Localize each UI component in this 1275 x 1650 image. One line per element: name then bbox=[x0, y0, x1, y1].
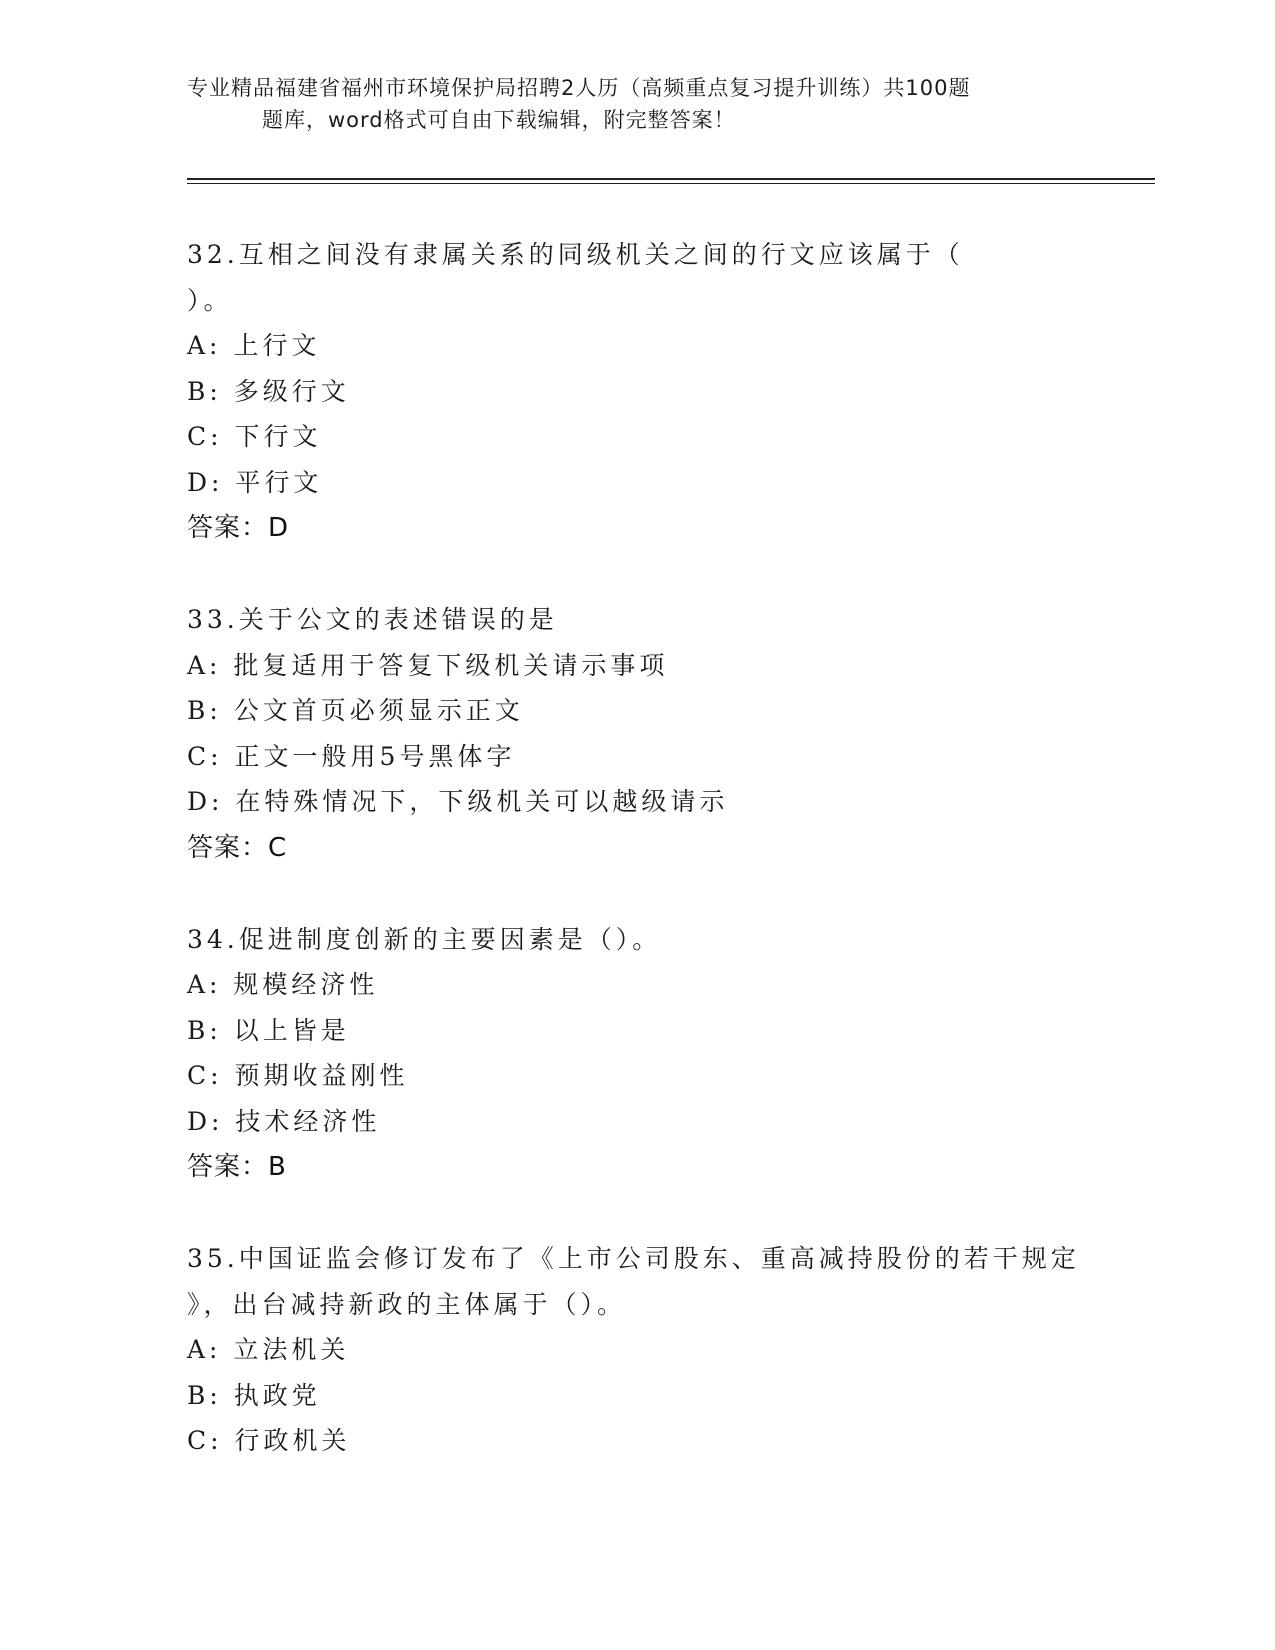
answer-value: B bbox=[268, 1152, 287, 1182]
question-text-line: 33.关于公文的表述错误的是 bbox=[187, 605, 558, 634]
option-d: D: 平行文 bbox=[187, 467, 323, 497]
option-c: C: 下行文 bbox=[187, 422, 322, 451]
answer-label: 答案： bbox=[187, 832, 269, 863]
option-d: D: 技术经济性 bbox=[187, 1106, 381, 1136]
header-title-line-1: 专业精品福建省福州市环境保护局招聘2人历（高频重点复习提升训练）共100题 bbox=[187, 76, 971, 100]
question-34 bbox=[187, 917, 1087, 1191]
answer-line bbox=[187, 505, 1087, 551]
question-32 bbox=[187, 232, 1087, 551]
question-text-line: 》，出台减持新政的主体属于（）。 bbox=[187, 1289, 627, 1319]
document-header bbox=[187, 72, 1087, 136]
option-c: C: 正文一般用5号黑体字 bbox=[187, 741, 516, 771]
option-b: B: 以上皆是 bbox=[187, 1015, 350, 1045]
option-c: C: 预期收益刚性 bbox=[187, 1061, 409, 1090]
answer-line bbox=[187, 825, 1087, 871]
header-title-line-2: 题库，word格式可自由下载编辑，附完整答案！ bbox=[262, 108, 736, 132]
answer-line bbox=[187, 1144, 1087, 1190]
question-35 bbox=[187, 1236, 1087, 1464]
option-b: B: 多级行文 bbox=[187, 376, 350, 406]
answer-value: D bbox=[268, 513, 290, 543]
option-a: A: 规模经济性 bbox=[187, 970, 379, 999]
question-text-line: ）。 bbox=[187, 285, 233, 315]
question-text-line: 35.中国证监会修订发布了《上市公司股东、重高减持股份的若干规定 bbox=[187, 1244, 1080, 1273]
question-text-line: 34.促进制度创新的主要因素是（）。 bbox=[187, 924, 662, 954]
question-text bbox=[187, 1236, 1087, 1327]
answer-value: C bbox=[268, 832, 288, 863]
question-text bbox=[187, 232, 1087, 323]
question-33 bbox=[187, 597, 1087, 871]
header-divider-thick bbox=[187, 178, 1155, 180]
answer-label: 答案： bbox=[187, 1152, 269, 1182]
option-b: B: 公文首页必须显示正文 bbox=[187, 696, 524, 725]
option-a: A: 批复适用于答复下级机关请示事项 bbox=[187, 650, 669, 680]
answer-label: 答案： bbox=[187, 513, 269, 543]
option-b: B: 执政党 bbox=[187, 1380, 321, 1410]
question-list bbox=[187, 232, 1087, 1510]
option-c: C: 行政机关 bbox=[187, 1426, 351, 1455]
option-d: D: 在特殊情况下，下级机关可以越级请示 bbox=[187, 787, 729, 816]
question-text bbox=[187, 597, 1087, 643]
question-text bbox=[187, 917, 1087, 963]
option-a: A: 立法机关 bbox=[187, 1335, 350, 1364]
option-a: A: 上行文 bbox=[187, 331, 321, 360]
question-text-line: 32.互相之间没有隶属关系的同级机关之间的行文应该属于（ bbox=[187, 240, 964, 269]
header-divider-thin bbox=[187, 183, 1155, 184]
